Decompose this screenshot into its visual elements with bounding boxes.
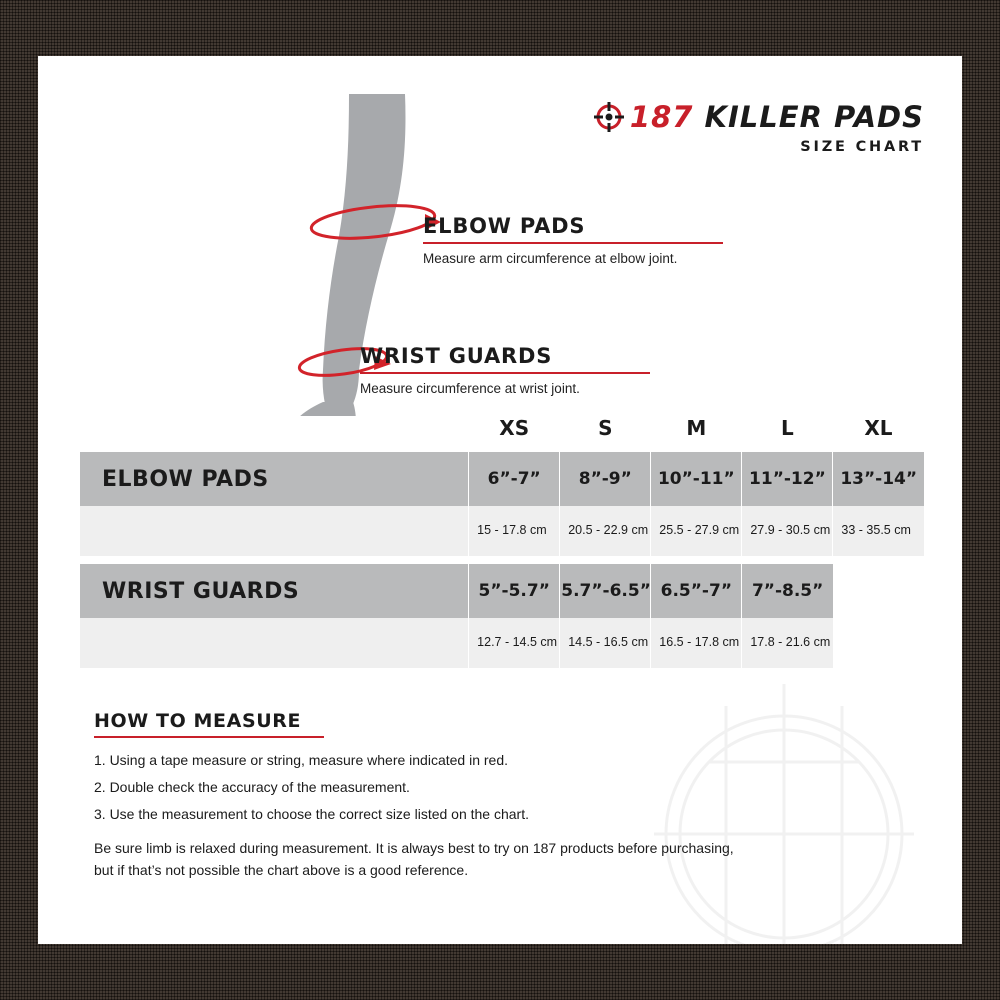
brand-logo <box>594 99 924 155</box>
size-header-m: M <box>651 416 742 452</box>
wrist-cm-m: 16.5 - 17.8 cm <box>651 618 742 668</box>
header-blank <box>80 416 469 452</box>
callout-elbow-title: ELBOW PADS <box>423 214 586 238</box>
row-label-elbow-pads-cm <box>80 506 469 556</box>
callout-wrist-description: Measure circumference at wrist joint. <box>360 381 580 396</box>
wrist-cm-xs: 12.7 - 14.5 cm <box>469 618 560 668</box>
wrist-cm-xl <box>833 618 924 668</box>
wrist-inches-xs: 5”-5.7” <box>469 564 560 618</box>
elbow-inches-xs: 6”-7” <box>469 452 560 506</box>
logo-name: KILLER PADS <box>704 99 924 134</box>
size-header-xs: XS <box>469 416 560 452</box>
wrist-inches-l: 7”-8.5” <box>742 564 833 618</box>
wrist-inches-xl <box>833 564 924 618</box>
table-row <box>80 506 924 556</box>
callout-wrist-guards <box>360 344 650 396</box>
elbow-cm-l: 27.9 - 30.5 cm <box>742 506 833 556</box>
crosshair-icon <box>594 102 624 132</box>
how-to-measure-section <box>94 710 794 895</box>
how-to-step-2: 2. Double check the accuracy of the measurement. <box>94 779 410 795</box>
elbow-cm-s: 20.5 - 22.9 cm <box>560 506 651 556</box>
how-to-step-3: 3. Use the measurement to choose the correct size listed on the chart. <box>94 806 529 822</box>
row-label-elbow-pads: ELBOW PADS <box>80 452 469 506</box>
elbow-inches-s: 8”-9” <box>560 452 651 506</box>
elbow-inches-l: 11”-12” <box>742 452 833 506</box>
elbow-cm-m: 25.5 - 27.9 cm <box>651 506 742 556</box>
size-header-s: S <box>560 416 651 452</box>
size-header-l: L <box>742 416 833 452</box>
chart-card <box>38 56 962 944</box>
wrist-cm-s: 14.5 - 16.5 cm <box>560 618 651 668</box>
size-table-wrapper <box>80 416 924 668</box>
callout-elbow-rule <box>423 242 723 244</box>
row-label-wrist-guards-cm <box>80 618 469 668</box>
callout-elbow-description: Measure arm circumference at elbow joint. <box>423 251 678 266</box>
logo-subtitle: SIZE CHART <box>800 139 924 155</box>
elbow-cm-xl: 33 - 35.5 cm <box>833 506 924 556</box>
wrist-cm-l: 17.8 - 21.6 cm <box>742 618 833 668</box>
size-header-xl: XL <box>833 416 924 452</box>
how-to-measure-note: Be sure limb is relaxed during measurement. It is always best to try on 187 products before purchasing, but if that’s not possible the chart above is a good reference. <box>94 840 734 878</box>
callout-wrist-rule <box>360 372 650 374</box>
table-spacer <box>80 556 924 564</box>
elbow-inches-xl: 13”-14” <box>833 452 924 506</box>
how-to-measure-rule <box>94 736 324 738</box>
size-header-row <box>80 416 924 452</box>
table-row <box>80 618 924 668</box>
table-row <box>80 452 924 506</box>
size-table <box>80 416 924 668</box>
elbow-inches-m: 10”-11” <box>651 452 742 506</box>
wrist-inches-s: 5.7”-6.5” <box>560 564 651 618</box>
callout-wrist-title: WRIST GUARDS <box>360 344 553 368</box>
callout-elbow-pads <box>423 214 723 266</box>
row-label-wrist-guards: WRIST GUARDS <box>80 564 469 618</box>
how-to-measure-steps <box>94 752 794 822</box>
wrist-inches-m: 6.5”-7” <box>651 564 742 618</box>
elbow-cm-xs: 15 - 17.8 cm <box>469 506 560 556</box>
table-row <box>80 564 924 618</box>
logo-number: 187 <box>629 99 694 134</box>
how-to-measure-heading: HOW TO MEASURE <box>94 710 302 732</box>
how-to-step-1: 1. Using a tape measure or string, measure where indicated in red. <box>94 752 508 768</box>
